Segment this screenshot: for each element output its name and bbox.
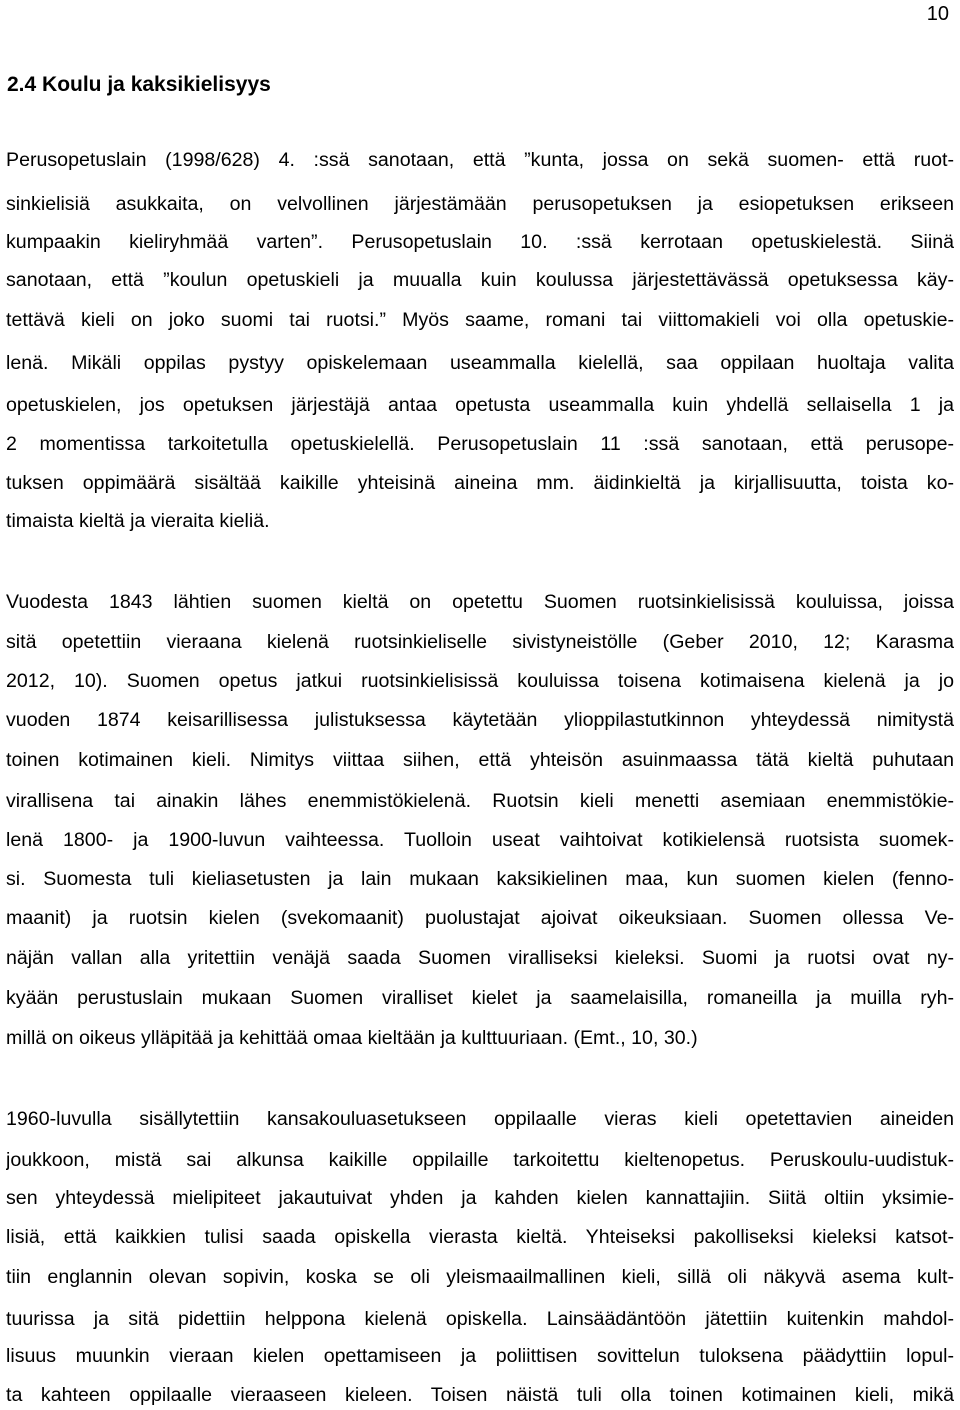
text-line: si. Suomesta tuli kieliasetusten ja lain mukaan kaksikielinen maa, kun suomen kielen (fenno- xyxy=(6,868,954,890)
text-line: tettävä kieli on joko suomi tai ruotsi.” Myös saame, romani tai viittomakieli voi olla opetuskie- xyxy=(6,309,954,331)
text-line: 2 momentissa tarkoitetulla opetuskielellä. Perusopetuslain 11 :ssä sanotaan, että perusope- xyxy=(6,433,954,455)
text-line: timaista kieltä ja vieraita kieliä. xyxy=(6,510,270,532)
text-line: lenä 1800- ja 1900-luvun vaihteessa. Tuolloin useat vaihtoivat kotikielensä ruotsista suomek- xyxy=(6,829,954,851)
text-line: näjän vallan alla yritettiin venäjä saada Suomen viralliseksi kieleksi. Suomi ja ruotsi ovat ny- xyxy=(6,947,954,969)
text-line: toinen kotimainen kieli. Nimitys viittaa siihen, että yhteisön asuinmaassa tätä kieltä puhutaan xyxy=(6,749,954,771)
text-line: sinkielisiä asukkaita, on velvollinen järjestämään perusopetuksen ja esiopetuksen erikseen xyxy=(6,193,954,215)
text-line: maanit) ja ruotsin kielen (svekomaanit) puolustajat ajoivat oikeuksiaan. Suomen ollessa Ve- xyxy=(6,907,954,929)
text-line: ta kahteen oppilaalle vieraaseen kieleen. Toisen näistä tuli olla toinen kotimainen kieli, mikä xyxy=(6,1384,954,1406)
text-line: virallisena tai ainakin lähes enemmistökielenä. Ruotsin kieli menetti asemiaan enemmistökie- xyxy=(6,790,954,812)
text-line: sen yhteydessä mielipiteet jakautuivat yhden ja kahden kielen kannattajiin. Siitä oltiin yksimie- xyxy=(6,1187,954,1209)
text-line: lisiä, että kaikkien tulisi saada opiskella vierasta kieltä. Yhteiseksi pakolliseksi kieleksi katsot- xyxy=(6,1226,954,1248)
page-number: 10 xyxy=(926,3,949,25)
text-line: 2012, 10). Suomen opetus jatkui ruotsinkielisissä kouluissa toisena kotimaisena kielenä ja jo xyxy=(6,670,954,692)
text-line: lenä. Mikäli oppilas pystyy opiskelemaan useammalla kielellä, saa oppilaan huoltaja valita xyxy=(6,352,954,374)
text-line: kyään perustuslain mukaan Suomen viralliset kielet ja saamelaisilla, romaneilla ja muilla ryh- xyxy=(6,987,954,1009)
text-line: sanotaan, että ”koulun opetuskieli ja muualla kuin koulussa järjestettävässä opetuksessa käy- xyxy=(6,269,954,291)
text-line: tiin englannin olevan sopivin, koska se oli yleismaailmallinen kieli, sillä oli näkyvä asema kult- xyxy=(6,1266,954,1288)
text-line: 1960-luvulla sisällytettiin kansakouluasetukseen oppilaalle vieras kieli opetettavien aineiden xyxy=(6,1108,954,1130)
text-line: tuurissa ja sitä pidettiin helppona kielenä opiskella. Lainsäädäntöön jätettiin kuitenkin mahdol- xyxy=(6,1308,954,1330)
text-line: opetuskielen, jos opetuksen järjestäjä antaa opetusta useammalla kuin yhdellä sellaisella 1 ja xyxy=(6,394,954,416)
section-heading: 2.4 Koulu ja kaksikielisyys xyxy=(7,73,271,96)
text-line: Perusopetuslain (1998/628) 4. :ssä sanotaan, että ”kunta, jossa on sekä suomen- että ruot- xyxy=(6,149,954,171)
text-line: millä on oikeus ylläpitää ja kehittää omaa kieltään ja kulttuuriaan. (Emt., 10, 30.) xyxy=(6,1027,698,1049)
text-line: kumpaakin kieliryhmää varten”. Perusopetuslain 10. :ssä kerrotaan opetuskielestä. Siinä xyxy=(6,231,954,253)
text-line: vuoden 1874 keisarillisessa julistuksessa käytetään ylioppilastutkinnon yhteydessä nimitystä xyxy=(6,709,954,731)
text-line: joukkoon, mistä sai alkunsa kaikille oppilaille tarkoitettu kieltenopetus. Peruskoulu-uudistuk- xyxy=(6,1149,954,1171)
text-line: lisuus muunkin vieraan kielen opettamiseen ja poliittisen sovittelun tuloksena päädyttiin lopul- xyxy=(6,1345,954,1367)
text-line: tuksen oppimäärä sisältää kaikille yhteisinä aineina mm. äidinkieltä ja kirjallisuutta, toista ko- xyxy=(6,472,954,494)
text-line: Vuodesta 1843 lähtien suomen kieltä on opetettu Suomen ruotsinkielisissä kouluissa, joissa xyxy=(6,591,954,613)
text-line: sitä opetettiin vieraana kielenä ruotsinkieliselle sivistyneistölle (Geber 2010, 12; Karasma xyxy=(6,631,954,653)
